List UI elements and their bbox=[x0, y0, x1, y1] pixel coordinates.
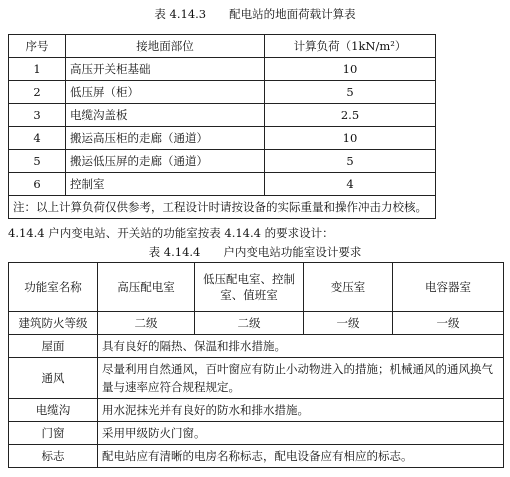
fire-rating-value: 一级 bbox=[393, 312, 504, 335]
header-load: 计算负荷（1kN/m²） bbox=[265, 35, 436, 58]
table-row bbox=[9, 358, 504, 399]
row-number: 5 bbox=[9, 150, 66, 173]
row-load: 5 bbox=[265, 81, 436, 104]
row-load: 10 bbox=[265, 58, 436, 81]
row-part: 高压开关柜基础 bbox=[66, 58, 265, 81]
table-row bbox=[9, 173, 436, 196]
header-room-name: 功能室名称 bbox=[9, 263, 98, 312]
row-part: 搬运高压柜的走廊（通道） bbox=[66, 127, 265, 150]
row-description: 具有良好的隔热、保温和排水措施。 bbox=[98, 335, 504, 358]
row-label: 电缆沟 bbox=[9, 399, 98, 422]
row-label: 屋面 bbox=[9, 335, 98, 358]
header-number: 序号 bbox=[9, 35, 66, 58]
row-description: 配电站应有清晰的电房名称标志，配电设备应有相应的标志。 bbox=[98, 445, 504, 468]
header-lv-room: 低压配电室、控制室、值班室 bbox=[195, 263, 304, 312]
row-number: 1 bbox=[9, 58, 66, 81]
fire-rating-value: 二级 bbox=[195, 312, 304, 335]
row-number: 6 bbox=[9, 173, 66, 196]
row-load: 10 bbox=[265, 127, 436, 150]
table-row bbox=[9, 127, 436, 150]
row-number: 4 bbox=[9, 127, 66, 150]
row-part: 低压屏（柜） bbox=[66, 81, 265, 104]
row-number: 2 bbox=[9, 81, 66, 104]
row-load: 4 bbox=[265, 173, 436, 196]
fire-rating-value: 二级 bbox=[98, 312, 195, 335]
table-note-row bbox=[9, 196, 436, 219]
header-part: 接地面部位 bbox=[66, 35, 265, 58]
function-room-table bbox=[8, 262, 504, 468]
table-row-fire-rating bbox=[9, 312, 504, 335]
fire-rating-value: 一级 bbox=[304, 312, 393, 335]
row-description: 尽量利用自然通风，百叶窗应有防止小动物进入的措施；机械通风的通风换气量与速率应符合规程规定。 bbox=[98, 358, 504, 399]
row-label: 门窗 bbox=[9, 422, 98, 445]
table-row bbox=[9, 150, 436, 173]
row-part: 电缆沟盖板 bbox=[66, 104, 265, 127]
table-row bbox=[9, 104, 436, 127]
row-description: 用水泥抹光并有良好的防水和排水措施。 bbox=[98, 399, 504, 422]
load-calculation-table bbox=[8, 34, 436, 219]
table-row bbox=[9, 335, 504, 358]
table-row bbox=[9, 81, 436, 104]
table-header-row bbox=[9, 35, 436, 58]
row-load: 2.5 bbox=[265, 104, 436, 127]
header-capacitor-room: 电容器室 bbox=[393, 263, 504, 312]
row-part: 控制室 bbox=[66, 173, 265, 196]
table-row bbox=[9, 58, 436, 81]
row-label: 建筑防火等级 bbox=[9, 312, 98, 335]
table-header-row bbox=[9, 263, 504, 312]
section-paragraph: 4.14.4 户内变电站、开关站的功能室按表 4.14.4 的要求设计： bbox=[8, 226, 334, 240]
row-description: 采用甲级防火门窗。 bbox=[98, 422, 504, 445]
header-transformer-room: 变压室 bbox=[304, 263, 393, 312]
row-label: 通风 bbox=[9, 358, 98, 399]
row-label: 标志 bbox=[9, 445, 98, 468]
table-row bbox=[9, 399, 504, 422]
row-number: 3 bbox=[9, 104, 66, 127]
row-load: 5 bbox=[265, 150, 436, 173]
header-hv-room: 高压配电室 bbox=[98, 263, 195, 312]
row-part: 搬运低压屏的走廊（通道） bbox=[66, 150, 265, 173]
table-row bbox=[9, 445, 504, 468]
table-row bbox=[9, 422, 504, 445]
table1-caption: 表 4.14.3 配电站的地面荷载计算表 bbox=[154, 7, 356, 21]
table2-caption: 表 4.14.4 户内变电站功能室设计要求 bbox=[148, 245, 362, 259]
table-note: 注：以上计算负荷仅供参考，工程设计时请按设备的实际重量和操作冲击力校核。 bbox=[9, 196, 436, 219]
